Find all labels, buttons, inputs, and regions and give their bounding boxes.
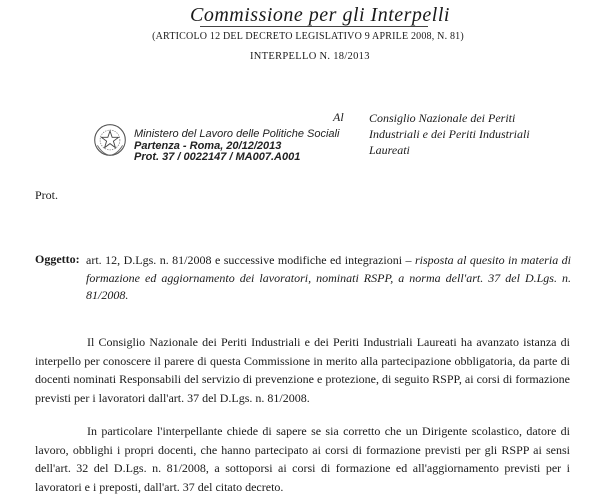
addressee-prefix: Al <box>333 110 344 124</box>
addressee-line: Laureati <box>369 143 410 157</box>
stamp-line: Prot. 37 / 0022147 / MA007.A001 <box>134 151 301 163</box>
stamp-line: Ministero del Lavoro delle Politiche Sociali <box>134 128 340 140</box>
interpello-number: INTERPELLO N. 18/2013 <box>250 51 370 62</box>
addressee-block <box>369 110 569 158</box>
prot-label: Prot. <box>35 188 59 202</box>
title-underline <box>200 26 428 27</box>
republic-emblem-icon <box>92 122 128 158</box>
subject-text <box>86 252 571 305</box>
subject-label: Oggetto: <box>35 252 80 266</box>
stamp-line: Partenza - Roma, 20/12/2013 <box>134 139 282 152</box>
body-paragraph-2: In particolare l'interpellante chiede di sapere se sia corretto che un Dirigente scolastico, datore di lavoro, obblighi i propri docenti, che hanno partecipato ai corsi di formazione previsti per gli RSPP ai sensi dell'art. 32 del D.Lgs. n. 81/2008, a sottoporsi ai corsi di formazione ed all'aggiornamento previsti per i lavoratori e i preposti, dall'art. 37 del citato decreto. <box>35 424 570 494</box>
document-title: Commissione per gli Interpelli <box>190 4 450 26</box>
subject-plain: art. 12, D.Lgs. n. 81/2008 e successive modifiche ed integrazioni – <box>86 253 415 267</box>
body-paragraph-1: Il Consiglio Nazionale dei Periti Industriali e dei Periti Industriali Laureati ha avanzato istanza di interpello per conoscere il parere di questa Commissione in merito alla partecipazione obbligatoria, da parte di docenti nominati Responsabili del servizio di prevenzione e protezione, di seguito RSPP, ai corsi di formazione previsti per i lavoratori dall'art. 37 del D.Lgs. n. 81/2008. <box>35 335 570 405</box>
addressee-line: Industriali e dei Periti Industriali <box>369 127 530 141</box>
protocol-stamp <box>134 129 339 164</box>
subject-italic: risposta al quesito in materia di formazione ed aggiornamento dei lavoratori, nominati RSPP, a norma dell'art. 37 del D.Lgs. n. 81/2008. <box>86 253 571 302</box>
document-subtitle: (ARTICOLO 12 DEL DECRETO LEGISLATIVO 9 APRILE 2008, N. 81) <box>152 31 464 42</box>
addressee-line: Consiglio Nazionale dei Periti <box>369 111 516 125</box>
